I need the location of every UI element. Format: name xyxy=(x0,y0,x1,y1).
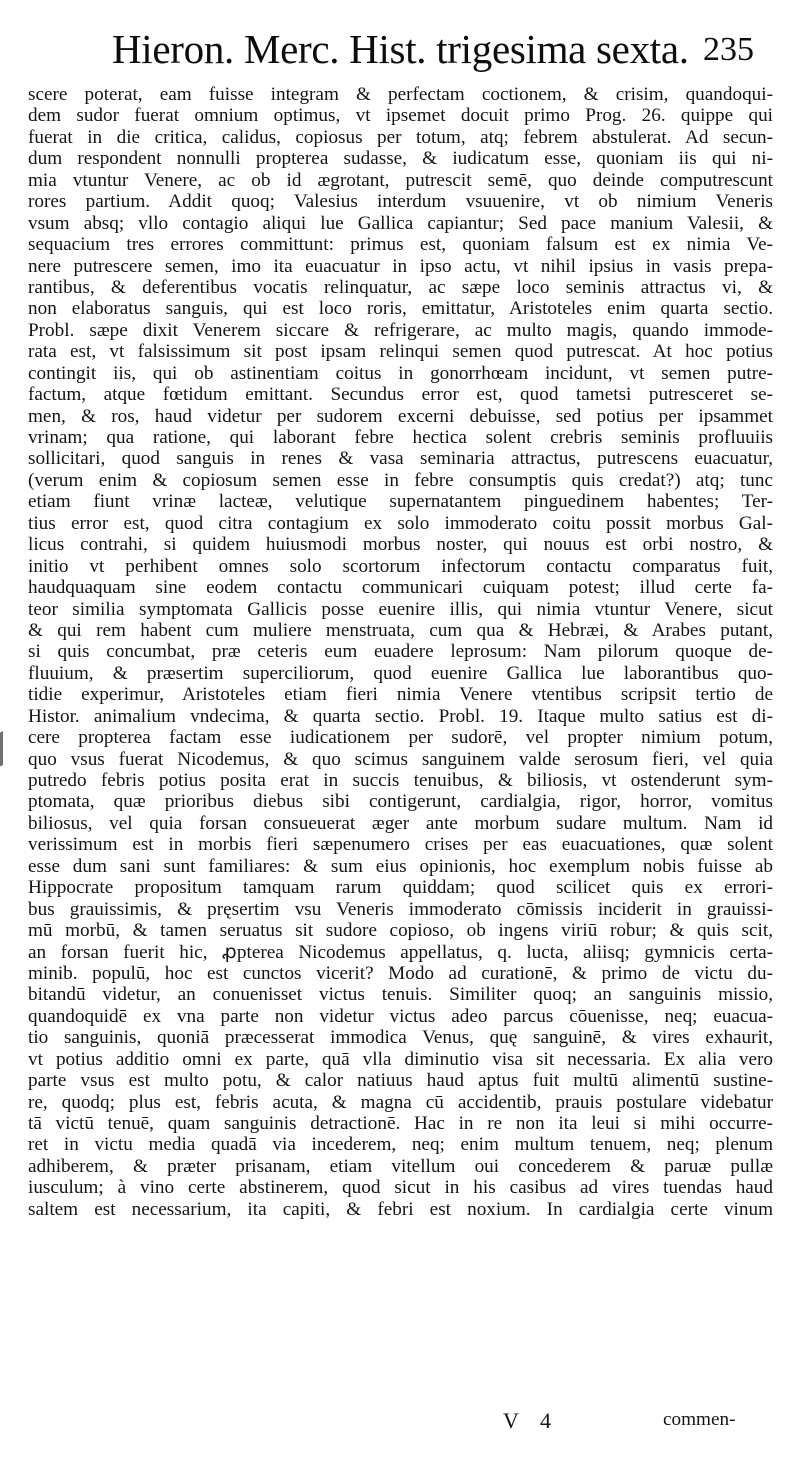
text-line: vt potius additio omni ex parte, quā vlla diminutio visa sit necessaria. Ex alia vero xyxy=(28,1048,773,1070)
text-line: Hippocrate propositum tamquam rarum quiddam; quod scilicet quis ex errori- xyxy=(28,877,773,899)
text-line: bitandū videtur, an conuenisset victus tenuis. Similiter quoq; an sanguinis missio, xyxy=(28,984,773,1006)
text-line: rores partium. Addit quoq; Valesius interdum vsuuenire, vt ob nimium Veneris xyxy=(28,191,773,213)
text-line: cere propterea factam esse iudicationem per sudorē, vel propter nimium potum, xyxy=(28,727,773,749)
text-line: tio sanguinis, quoniā præcesserat immodica Venus, quę sanguinē, & vires exhaurit, xyxy=(28,1027,773,1049)
text-line: ptomata, quæ prioribus diebus sibi contigerunt, cardialgia, rigor, horror, vomitus xyxy=(28,791,773,813)
text-line: putredo febris potius posita erat in succis tenuibus, & biliosis, vt ostenderunt sym- xyxy=(28,770,773,791)
text-line: fuerat in die critica, calidus, copiosus per totum, atq; febrem abstulerat. Ad secun- xyxy=(28,126,773,148)
text-line: si quis concumbat, præ ceteris eum euadere leprosum: Nam pilorum quoque de- xyxy=(28,641,773,663)
text-line: licus contrahi, si quidem huiusmodi morbus noster, qui nouus est orbi nostro, & xyxy=(28,534,773,556)
text-line: quo vsus fuerat Nicodemus, & quo scimus sanguinem valde serosum fieri, vel quia xyxy=(28,748,773,770)
text-line: biliosus, vel quia forsan consueuerat æger ante morbum sudare multum. Nam id xyxy=(28,812,773,834)
text-line: rata est, vt falsissimum sit post ipsam relinqui semen quod putrescat. At hoc potius xyxy=(28,341,773,363)
catchword: commen- xyxy=(663,1409,736,1430)
text-line: sequacium tres errores committunt: primus est, quoniam falsum est ex nimia Ve- xyxy=(28,234,773,256)
text-line: nere putrescere semen, imo ita euacuatur in ipso actu, vt nihil ipsius in vasis prepa- xyxy=(28,255,773,277)
text-line: non elaboratus sanguis, qui est loco roris, emittatur, Aristoteles enim quarta sectio. xyxy=(28,298,773,320)
page-number: 235 xyxy=(703,31,754,68)
text-line: contingit iis, qui ob astinentiam coitus in gonorrhœam incidunt, vt semen putre- xyxy=(28,362,773,384)
text-line: ret in victu media quadā via incederem, neq; enim multum tenuem, neq; plenum xyxy=(28,1134,773,1156)
text-line: haudquaquam sine eodem contactu communicari cuiquam potest; illud certe fa- xyxy=(28,577,773,599)
text-line: verissimum est in morbis fieri sæpenumero crises per eas euacuationes, quæ solent xyxy=(28,834,773,856)
text-line: men, & ros, haud videtur per sudorem excerni debuisse, sed potius per ipsammet xyxy=(28,405,773,427)
text-line: iusculum; à vino certe abstinerem, quod sicut in his casibus ad vires tuendas haud xyxy=(28,1177,773,1199)
text-line: scere poterat, eam fuisse integram & perfectam coctionem, & crisim, quandoqui- xyxy=(28,84,773,105)
text-line: saltem est necessarium, ita capiti, & febri est noxium. In cardialgia certe vinum xyxy=(28,1198,773,1220)
text-line: vrinam; qua ratione, qui laborant febre hectica solent crebris seminis profluuiis xyxy=(28,427,773,448)
text-line: an forsan fuerit hic, ꝓpterea Nicodemus appellatus, q. lucta, aliisq; gymnicis certa- xyxy=(28,941,773,963)
text-line: re, quodq; plus est, febris acuta, & magna cū accidentib, prauis postulare videbatur xyxy=(28,1091,773,1113)
text-line: quandoquidē ex vna parte non videtur victus adeo parcus cōuenisse, neq; euacua- xyxy=(28,1005,773,1027)
text-line: minib. populū, hoc est cunctos vicerit? Modo ad curationē, & primo de victu du- xyxy=(28,962,773,984)
text-line: factum, atque fœtidum emittant. Secundus error est, quod tametsi putresceret se- xyxy=(28,384,773,406)
text-line: rantibus, & deferentibus vocatis relinquatur, ac sæpe loco seminis attractus vi, & xyxy=(28,276,773,298)
text-line: esse dum sani sunt familiares: & sum eius opinionis, hoc exemplum nobis fuisse ab xyxy=(28,855,773,877)
text-line: tā victū tenuē, quam sanguinis detractionē. Hac in re non ita leui si mihi occurre- xyxy=(28,1113,773,1134)
text-line: bus grauissimis, & pręsertim vsu Veneris immoderato cōmissis inciderit in grauissi- xyxy=(28,898,773,920)
text-line: mia vtuntur Venere, ac ob id ægrotant, putrescit semē, quo deinde computrescunt xyxy=(28,169,773,191)
text-line: Histor. animalium vndecima, & quarta sectio. Probl. 19. Itaque multo satius est di- xyxy=(28,705,773,727)
running-title: Hieron. Merc. Hist. trigesima sexta. xyxy=(112,26,689,72)
ink-mark xyxy=(0,727,9,766)
text-line: parte vsus est multo potu, & calor natiuus haud aptus fuit multū alimentū sustine- xyxy=(28,1070,773,1092)
text-line: tius error est, quod citra contagium ex solo immoderato coitu possit morbus Gal- xyxy=(28,512,773,534)
text-line: (verum enim & copiosum semen esse in febre consumptis quis credat?) atq; tunc xyxy=(28,469,773,491)
text-line: sollicitari, quod sanguis in renes & vasa seminaria attractus, putrescens euacuatur, xyxy=(28,448,773,470)
text-line: etiam fiunt vrinæ lacteæ, velutique supernatantem pinguedinem habentes; Ter- xyxy=(28,491,773,513)
text-line: adhiberem, & præter prisanam, etiam vitellum oui concederem & paruæ pullæ xyxy=(28,1155,773,1177)
text-line: mū morbū, & tamen seruatus sit sudore copioso, ob ingens viriū robur; & quis scit, xyxy=(28,920,773,942)
signature-mark: V 4 xyxy=(503,1408,559,1433)
text-line: dum respondent nonnulli propterea sudasse, & iudicatum esse, quoniam iis qui ni- xyxy=(28,148,773,170)
text-line: dem sudor fuerat omnium optimus, vt ipsemet docuit primo Prog. 26. quippe qui xyxy=(28,105,773,127)
text-line: fluuium, & præsertim superciliorum, quod euenire Gallica lue laborantibus quo- xyxy=(28,662,773,684)
body-text xyxy=(28,84,773,1220)
text-line: teor similia symptomata Gallicis posse euenire illis, qui nimia vtuntur Venere, sicut xyxy=(28,598,773,620)
text-line: initio vt perhibent omnes solo scortorum infectorum contactu comparatus fuit, xyxy=(28,555,773,577)
text-line: vsum absq; vllo contagio aliqui lue Gallica capiantur; Sed pace manium Valesii, & xyxy=(28,212,773,234)
text-line: & qui rem habent cum muliere menstruata, cum qua & Hebræi, & Arabes putant, xyxy=(28,619,773,641)
text-line: tidie experimur, Aristoteles etiam fieri nimia Venere vtentibus scripsit tertio de xyxy=(28,684,773,706)
text-line: Probl. sæpe dixit Venerem siccare & refrigerare, ac multo magis, quando immode- xyxy=(28,319,773,341)
